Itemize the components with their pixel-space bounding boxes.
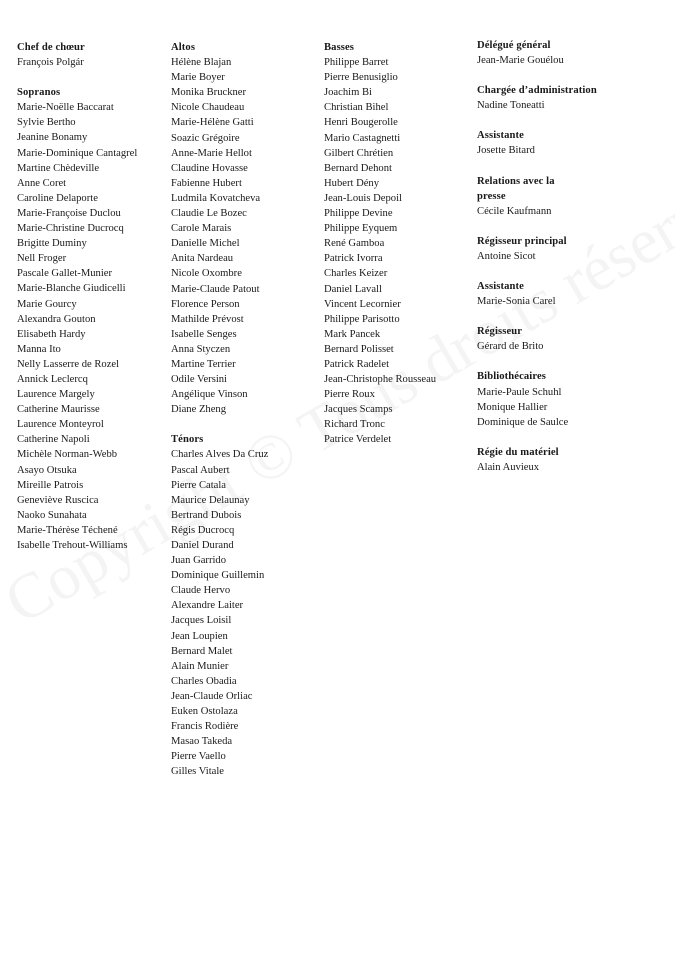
member-name: Mireille Patrois xyxy=(17,479,84,491)
sopranos-list xyxy=(17,100,137,553)
member-name: Martine Chèdeville xyxy=(17,162,100,174)
staff-name: Alain Auvieux xyxy=(477,461,540,473)
member-name: Bernard Malet xyxy=(171,645,233,657)
column-basses xyxy=(324,40,436,448)
member-name: Philippe Barret xyxy=(324,57,389,69)
staff-role-heading: Bibliothécaires xyxy=(477,371,546,383)
member-name: Marie-Claude Patout xyxy=(171,283,260,295)
staff-role-heading: Relations avec la presse xyxy=(477,175,555,202)
member-name: Geneviève Ruscica xyxy=(17,494,99,506)
member-name: Charles Obadia xyxy=(171,675,237,687)
member-name: Mathilde Prévost xyxy=(171,313,244,325)
staff-name: Monique Hallier xyxy=(477,401,548,413)
altos-list xyxy=(171,55,268,417)
member-name: Marie-Françoise Duclou xyxy=(17,207,121,219)
member-name: Régis Ducrocq xyxy=(171,524,235,536)
member-name: Mark Pancek xyxy=(324,328,381,340)
member-name: Pascale Gallet-Munier xyxy=(17,268,113,280)
member-name: Nicole Chaudeau xyxy=(171,102,245,114)
member-name: Bertrand Dubois xyxy=(171,509,242,521)
member-name: Jacques Loisil xyxy=(171,615,232,627)
member-name: Gilbert Chrétien xyxy=(324,147,394,159)
staff-name: Gérard de Brito xyxy=(477,341,544,353)
member-name: Michèle Norman-Webb xyxy=(17,449,118,461)
member-name: Juan Garrido xyxy=(171,555,227,567)
member-name: Jean-Christophe Rousseau xyxy=(324,374,437,386)
member-name: Marie Gourcy xyxy=(17,298,77,310)
staff-name: Josette Bitard xyxy=(477,145,535,157)
member-name: Philippe Devine xyxy=(324,208,393,220)
member-name: Alain Munier xyxy=(171,660,229,672)
staff-role-heading: Assistante xyxy=(477,281,524,293)
member-name: Bernard Dehont xyxy=(324,162,392,174)
section-heading-tenors: Ténors xyxy=(171,434,204,446)
staff-name: Cécile Kaufmann xyxy=(477,205,552,217)
member-name: Catherine Napoli xyxy=(17,434,90,446)
staff-role-heading: Assistante xyxy=(477,130,524,142)
member-name: Jeanine Bonamy xyxy=(17,132,88,144)
member-name: Anne Coret xyxy=(17,177,67,189)
member-name: Masao Takeda xyxy=(171,736,233,748)
member-name: Mario Castagnetti xyxy=(324,132,401,144)
member-name: Charles Keizer xyxy=(324,268,388,280)
member-name: Pierre Roux xyxy=(324,389,375,401)
member-name: Jean-Louis Depoil xyxy=(324,192,402,204)
member-name: Jean Loupien xyxy=(171,630,228,642)
member-name: Caroline Delaporte xyxy=(17,192,98,204)
basses-list xyxy=(324,55,436,447)
member-name: Nell Froger xyxy=(17,253,67,265)
member-name: Joachim Bi xyxy=(324,87,372,99)
member-name: Jean-Claude Orliac xyxy=(171,690,253,702)
member-name: Naoko Sunahata xyxy=(17,509,87,521)
chef-name: François Polgár xyxy=(17,57,84,69)
member-name: Claudine Hovasse xyxy=(171,162,248,174)
column-altos-tenors xyxy=(171,40,268,780)
member-name: Richard Tronc xyxy=(324,419,385,431)
member-name: Marie-Christine Ducrocq xyxy=(17,223,124,235)
section-heading-sopranos: Sopranos xyxy=(17,87,61,99)
staff-name: Marie-Sonia Carel xyxy=(477,296,556,308)
member-name: Nelly Lasserre de Rozel xyxy=(17,358,120,370)
member-name: Hubert Dény xyxy=(324,177,380,189)
member-name: Fabienne Hubert xyxy=(171,177,242,189)
member-name: Asayo Otsuka xyxy=(17,464,77,476)
staff-role-heading: Régie du matériel xyxy=(477,446,559,458)
member-name: Annick Leclercq xyxy=(17,373,88,385)
section-heading-chef: Chef de chœur xyxy=(17,42,85,53)
member-name: Euken Ostolaza xyxy=(171,706,238,718)
member-name: Marie-Hélène Gatti xyxy=(171,117,254,129)
member-name: Laurence Margely xyxy=(17,389,95,401)
member-name: Bernard Polisset xyxy=(324,343,394,355)
column-chef-sopranos xyxy=(17,40,137,553)
staff-name: Jean-Marie Gouélou xyxy=(477,55,564,67)
member-name: Elisabeth Hardy xyxy=(17,328,86,340)
section-heading-altos: Altos xyxy=(171,42,196,53)
member-name: Isabelle Trehout-Williams xyxy=(17,540,128,551)
column-staff xyxy=(477,38,597,475)
member-name: Hélène Blajan xyxy=(171,57,232,69)
member-name: Alexandre Laiter xyxy=(171,600,244,612)
member-name: Anne-Marie Hellot xyxy=(171,147,252,159)
member-name: Odile Versini xyxy=(171,374,228,386)
member-name: Maurice Delaunay xyxy=(171,494,250,506)
member-name: Manna Ito xyxy=(17,343,61,355)
member-name: Isabelle Senges xyxy=(171,328,237,340)
member-name: Marie Boyer xyxy=(171,72,225,84)
member-name: Pierre Catala xyxy=(171,479,227,491)
member-name: Gilles Vitale xyxy=(171,766,225,778)
member-name: Claude Hervo xyxy=(171,585,231,597)
member-name: Pierre Vaello xyxy=(171,751,226,763)
staff-name: Antoine Sicot xyxy=(477,250,536,262)
member-name: Carole Marais xyxy=(171,223,232,235)
member-name: Marie-Blanche Giudicelli xyxy=(17,283,126,295)
member-name: Nicole Oxombre xyxy=(171,268,242,280)
member-name: Marie-Noëlle Baccarat xyxy=(17,102,114,114)
member-name: Pascal Aubert xyxy=(171,464,230,476)
member-name: Patrick Ivorra xyxy=(324,253,383,265)
section-heading-basses: Basses xyxy=(324,42,355,53)
member-name: Patrice Verdelet xyxy=(324,434,392,446)
member-name: Philippe Eyquem xyxy=(324,223,398,235)
member-name: Daniel Durand xyxy=(171,540,234,551)
member-name: Alexandra Gouton xyxy=(17,313,96,325)
staff-role-heading: Délégué général xyxy=(477,40,551,51)
staff-role-heading: Chargée d’administration xyxy=(477,85,597,97)
member-name: Marie-Dominique Cantagrel xyxy=(17,147,138,159)
member-name: Francis Rodière xyxy=(171,721,239,733)
member-name: Pierre Benusiglio xyxy=(324,72,398,84)
member-name: Danielle Michel xyxy=(171,238,240,250)
member-name: Patrick Radelet xyxy=(324,358,390,370)
staff-name: Nadine Toneatti xyxy=(477,100,545,112)
member-name: Brigitte Duminy xyxy=(17,238,87,250)
member-name: Monika Bruckner xyxy=(171,87,247,99)
member-name: Henri Bougerolle xyxy=(324,117,398,129)
member-name: Philippe Parisotto xyxy=(324,313,400,325)
member-name: Angélique Vinson xyxy=(171,389,248,401)
member-name: Ludmila Kovatcheva xyxy=(171,192,261,204)
member-name: René Gamboa xyxy=(324,238,385,250)
member-name: Laurence Monteyrol xyxy=(17,419,104,431)
member-name: Vincent Lecornier xyxy=(324,298,401,310)
member-name: Claudie Le Bozec xyxy=(171,208,247,220)
member-name: Christian Bihel xyxy=(324,102,389,114)
member-name: Daniel Lavall xyxy=(324,283,382,295)
member-name: Florence Person xyxy=(171,298,240,310)
staff-role-heading: Régisseur principal xyxy=(477,235,567,247)
member-name: Anna Styczen xyxy=(171,343,231,355)
member-name: Dominique Guillemin xyxy=(171,570,265,582)
staff-name: Marie-Paule Schuhl xyxy=(477,386,562,398)
member-name: Soazic Grégoire xyxy=(171,132,240,144)
member-name: Jacques Scamps xyxy=(324,404,393,416)
member-name: Marie-Thérèse Téchené xyxy=(17,524,118,536)
member-name: Sylvie Bertho xyxy=(17,117,76,129)
member-name: Diane Zheng xyxy=(171,404,227,416)
staff-role-heading: Régisseur xyxy=(477,326,523,338)
member-name: Anita Nardeau xyxy=(171,253,234,265)
member-name: Martine Terrier xyxy=(171,358,236,370)
tenors-list xyxy=(171,447,268,779)
member-name: Charles Alves Da Cruz xyxy=(171,449,269,461)
member-name: Catherine Maurisse xyxy=(17,404,100,416)
staff-name: Dominique de Saulce xyxy=(477,416,569,428)
